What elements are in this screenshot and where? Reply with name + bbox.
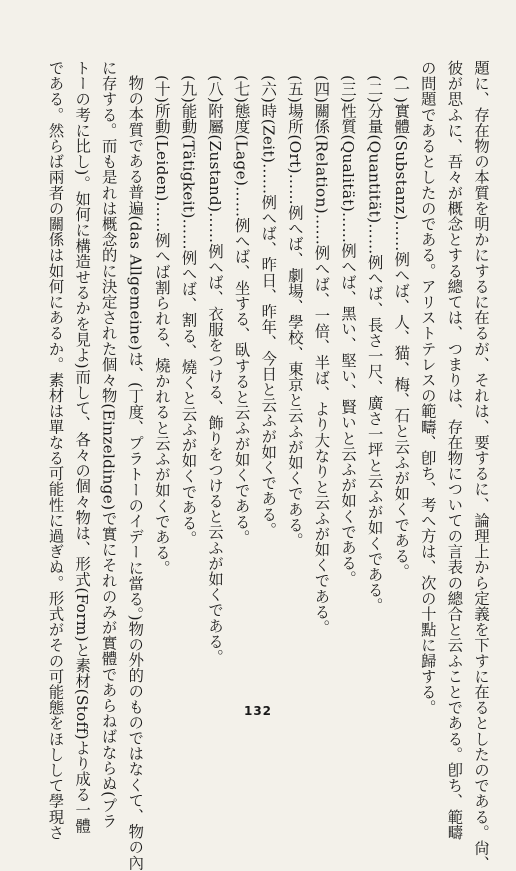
text-line: に存する。而も是れは概念的に決定された個々物(Einzeldinge)で實にそれのみが實體であらねばならぬ(プラ — [99, 60, 118, 829]
text-line: 彼が思ふに、吾々が概念とする總ては、つまりは、存在物についての言表の總合と云ふことである。卽ち、範疇 — [445, 60, 464, 840]
text-line: 題に、存在物の本質を明かにするに在るが、それは、要するに、論理上から定義を下すに在るとしたのである。尙、 — [472, 60, 490, 871]
text-line: の問題であるとしたのである。アリストテレスの範疇、卽ち、考へ方は、次の十點に歸する。 — [418, 60, 437, 716]
category-item: (七)態度(Lage)……例へば、坐する、臥すると云ふが如くである。 — [232, 75, 251, 545]
text-line: である。然らば兩者の關係は如何にあるか。素材は單なる可能性に過ぎぬ。形式がその可能態をほしして學現さ — [46, 60, 65, 840]
category-item: (一)實體(Substanz)……例へば、人、猫、梅、石と云ふが如くである。 — [392, 75, 411, 580]
category-item: (八)附屬(Zustand)……例へば、衣服をつける、飾りをつけると云ふが如くである。 — [206, 75, 225, 665]
category-item: (四)關係(Relation)……例へば、一倍、半ば、より大なりと云ふが如くである。 — [312, 75, 331, 636]
category-item: (十)所動(Leiden)……例へば割られる、燒かれると云ふが如くである。 — [152, 75, 171, 576]
category-item: (五)場所(Ort)……例へば、劇場、學校、東京と云ふが如くである。 — [285, 75, 304, 549]
category-item: (二)分量(Quantität)……例へば、長さ一尺、廣さ一坪と云ふが如くである。 — [365, 75, 384, 614]
text-line: トーの考に比し)。如何に構造せるかを見よ)而して、各々の個々物は、形式(Form)と素材(Stoff)より成る一體 — [73, 60, 92, 834]
category-item: (三)性質(Qualität)……例へば、黑い、堅い、賢いと云ふが如くである。 — [339, 75, 358, 587]
category-item: (六)時(Zeit)……例へば、昨日、昨年、今日と云ふが如くである。 — [259, 75, 278, 538]
text-line: 物の本質である普遍(das Allgemeine)は、(丁度、プラトーのイデーに當る。)物の外的のものではなくて、物の內 — [126, 75, 145, 871]
page-number: 132 — [243, 704, 273, 718]
category-item: (九)能動(Tätigkeit)……例へば、割る、燒くと云ふが如くである。 — [179, 75, 198, 547]
